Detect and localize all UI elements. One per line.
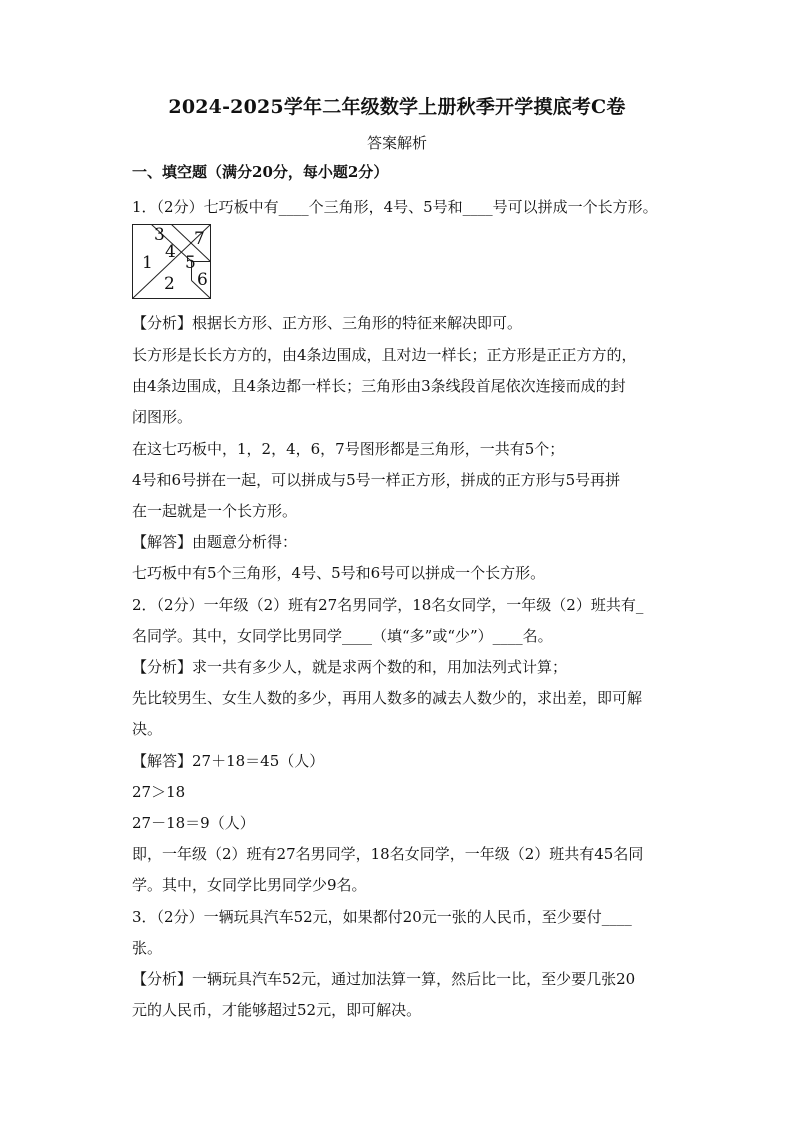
q1-analysis-line: 由4条边围成，且4条边都一样长；三角形由3条线段首尾依次连接而成的封 bbox=[132, 377, 626, 395]
q2-answer-line: 学。其中，女同学比男同学少9名。 bbox=[132, 876, 367, 894]
q1-analysis-line: 【分析】根据长方形、正方形、三角形的特征来解决即可。 bbox=[132, 314, 523, 332]
q3-analysis-line: 元的人民币，才能够超过52元，即可解决。 bbox=[132, 1001, 422, 1019]
q2-analysis-line: 先比较男生、女生人数的多少，再用人数多的减去人数少的，求出差，即可解 bbox=[132, 689, 643, 707]
q2-analysis-line: 决。 bbox=[132, 720, 163, 738]
page-subtitle: 答案解析 bbox=[366, 134, 427, 152]
q1-analysis-line: 长方形是长长方方的，由4条边围成，且对边一样长；正方形是正正方方的， bbox=[132, 346, 637, 364]
tangram-label-7: 7 bbox=[194, 229, 205, 249]
page-title: 2024-2025学年二年级数学上册秋季开学摸底考C卷 bbox=[168, 96, 626, 118]
q1-analysis-line: 在这七巧板中，1，2，4，6，7号图形都是三角形，一共有5个； bbox=[132, 440, 565, 458]
tangram-figure bbox=[132, 224, 212, 304]
q2-answer-line: 【解答】27＋18＝45（人） bbox=[132, 752, 325, 770]
q1-analysis-line: 闭图形。 bbox=[132, 408, 193, 426]
section-heading: 一、填空题（满分20分，每小题2分） bbox=[132, 163, 389, 181]
q1-analysis-line: 在一起就是一个长方形。 bbox=[132, 502, 298, 520]
q3-question-line: 3．（2分）一辆玩具汽车52元，如果都付20元一张的人民币，至少要付____ bbox=[132, 908, 632, 926]
q1-analysis-line: 4号和6号拼在一起，可以拼成与5号一样正方形，拼成的正方形与5号再拼 bbox=[132, 471, 621, 489]
q1-question: 1．（2分）七巧板中有____个三角形，4号、5号和____号可以拼成一个长方形。 bbox=[132, 198, 658, 216]
tangram-label-4: 4 bbox=[165, 242, 176, 262]
q1-answer-line: 七巧板中有5个三角形，4号、5号和6号可以拼成一个长方形。 bbox=[132, 564, 546, 582]
q2-answer-line: 即，一年级（2）班有27名男同学，18名女同学，一年级（2）班共有45名同 bbox=[132, 845, 644, 863]
q2-question-line: 2．（2分）一年级（2）班有27名男同学，18名女同学，一年级（2）班共有_ bbox=[132, 596, 644, 614]
tangram-label-1: 1 bbox=[142, 253, 153, 273]
q2-answer-line: 27－18＝9（人） bbox=[132, 814, 255, 832]
tangram-label-6: 6 bbox=[197, 270, 208, 290]
tangram-label-5: 5 bbox=[185, 253, 196, 273]
q1-answer-line: 【解答】由题意分析得： bbox=[132, 533, 298, 551]
tangram-label-3: 3 bbox=[154, 225, 165, 245]
q3-analysis-line: 【分析】一辆玩具汽车52元，通过加法算一算，然后比一比，至少要几张20 bbox=[132, 970, 636, 988]
tangram-label-2: 2 bbox=[164, 274, 175, 294]
q2-answer-line: 27＞18 bbox=[132, 783, 186, 801]
q2-analysis-line: 【分析】求一共有多少人，就是求两个数的和，用加法列式计算； bbox=[132, 658, 568, 676]
q2-question-line: 名同学。其中，女同学比男同学____（填“多”或“少”）____名。 bbox=[132, 627, 553, 645]
q3-question-line: 张。 bbox=[132, 939, 163, 957]
